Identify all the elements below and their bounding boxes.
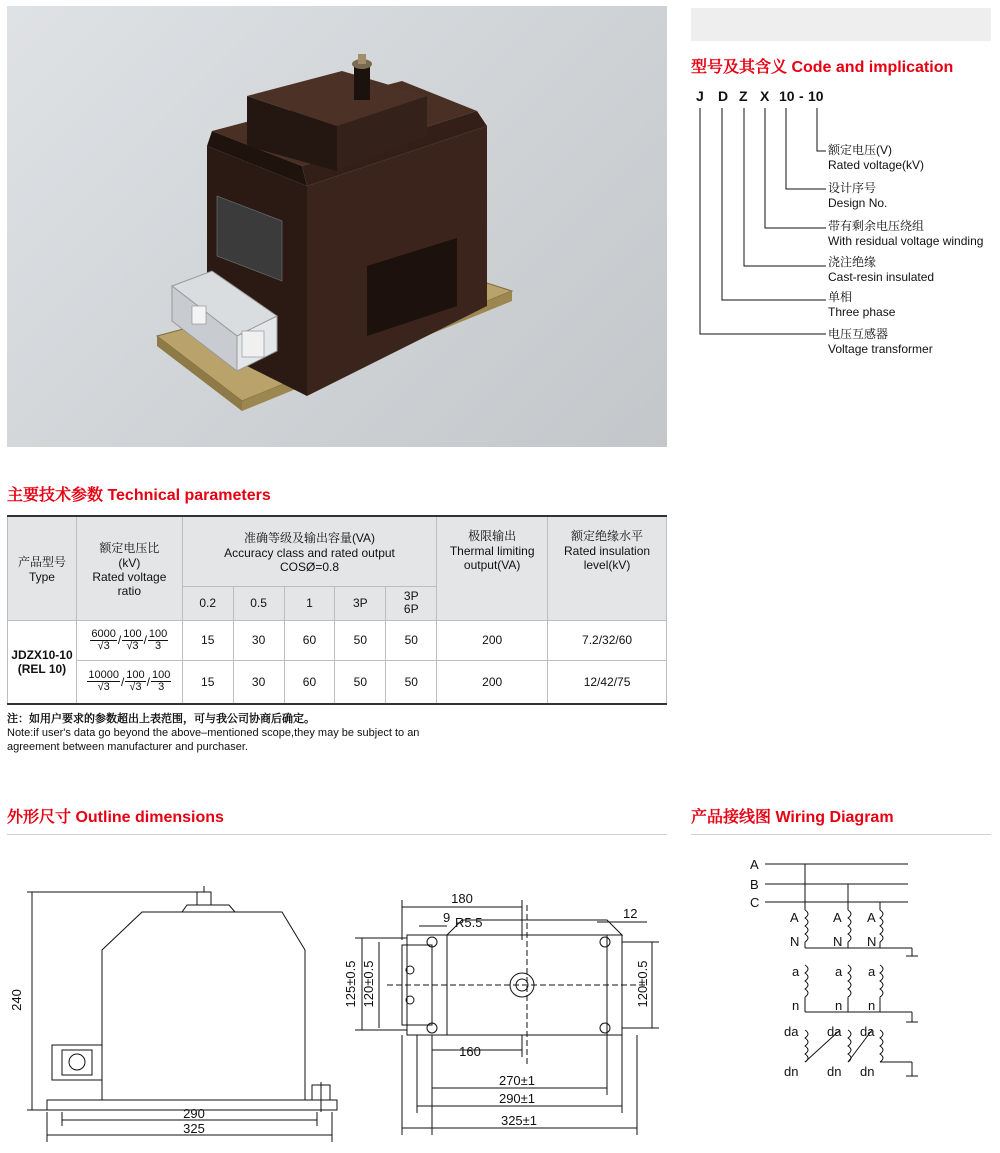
svg-text:dn: dn [827,1064,842,1079]
output-cell: 30 [233,660,284,704]
svg-text:n: n [792,998,800,1013]
code-letter-d: D [718,88,729,104]
bus-label-b: B [750,877,759,892]
code-letter-x: X [760,88,770,104]
code-number-10b: 10 [808,88,824,104]
svg-text:A: A [867,910,876,925]
code-item-voltage-transformer: 电压互感器 Voltage transformer [828,327,933,356]
class-3p-6p: 3P 6P [386,586,437,620]
svg-text:a: a [792,964,800,979]
output-cell: 50 [386,620,437,660]
front-body-outline [102,912,305,1100]
code-item-rated-voltage: 额定电压(V) Rated voltage(kV) [828,143,925,172]
dim-base-inner: 290 [183,1106,205,1121]
code-item-design-no: 设计序号 Design No. [828,181,888,210]
svg-text:dn: dn [784,1064,799,1079]
insulation-cell: 7.2/32/60 [548,620,667,660]
dim-radius: R5.5 [455,915,483,930]
dim-height: 240 [9,989,24,1011]
code-item-residual-winding: 带有剩余电压绕组 With residual voltage winding [828,219,984,248]
dim-290: 290±1 [498,1091,536,1106]
svg-text:N: N [790,934,800,949]
transformer-illustration [7,6,667,447]
code-item-phase: 单相 Three phase [828,290,896,319]
code-leader-lines [690,104,830,344]
dim-325: 325±1 [500,1113,538,1128]
svg-text:a: a [868,964,876,979]
header-insulation: 额定绝缘水平 Rated insulation level(kV) [548,516,667,620]
svg-text:dn: dn [860,1064,875,1079]
output-cell: 60 [284,620,335,660]
svg-text:da: da [784,1024,799,1039]
insulation-cell: 12/42/75 [548,660,667,704]
output-cell: 15 [182,620,233,660]
tech-section-title: 主要技术参数 Technical parameters [7,487,271,504]
svg-text:da: da [860,1024,875,1039]
bus-label-c: C [750,895,760,910]
header-type: 产品型号 Type [8,516,77,620]
output-cell: 50 [386,660,437,704]
code-dash: - [799,88,804,104]
header-gray-bar [691,8,991,41]
class-0-2: 0.2 [182,586,233,620]
dim-270: 270±1 [498,1073,536,1088]
ratio-cell-1: $\frac{6000}{√3}$ / $\frac{100}{√3}$ / $\frac{100}{3}$ [76,620,182,660]
dim-v1: 125±0.5 [343,960,358,1008]
header-accuracy: 准确等级及输出容量(VA) Accuracy class and rated output COSØ=0.8 [182,516,436,586]
code-letter-j: J [696,88,704,104]
wiring-divider [691,834,991,835]
dim-top-width: 180 [451,891,473,906]
note-text: 注：如用户要求的参数超出上表范围，可与我公司协商后确定。 Note:if user's data go beyond the above–mentioned scope,they may be subject to an agreement between manufacturer and purchaser. [7,713,420,753]
outline-drawing [7,850,667,1150]
class-1: 1 [284,586,335,620]
svg-text:A: A [790,910,799,925]
output-cell: 60 [284,660,335,704]
header-ratio: 额定电压比 (kV) Rated voltage ratio [76,516,182,620]
output-cell: 50 [335,620,386,660]
bus-label-a: A [750,857,759,872]
header-thermal: 极限输出 Thermal limiting output(VA) [437,516,548,620]
thermal-cell: 200 [437,620,548,660]
ratio-cell-2: $\frac{10000}{√3}$ / $\frac{100}{√3}$ / $\frac{100}{3}$ [76,660,182,704]
svg-text:a: a [835,964,843,979]
code-number-10: 10 [779,88,795,104]
code-item-cast-resin: 浇注绝缘 Cast-resin insulated [828,255,935,284]
outline-section-title: 外形尺寸 Outline dimensions [7,809,224,826]
product-photo [7,6,667,447]
dim-edge: 12 [623,906,638,921]
tech-parameters-table [7,515,667,705]
output-cell: 15 [182,660,233,704]
svg-text:N: N [833,934,843,949]
output-cell: 50 [335,660,386,704]
class-0-5: 0.5 [233,586,284,620]
svg-text:n: n [835,998,843,1013]
dim-v3: 120±0.5 [635,960,650,1008]
code-letter-z: Z [739,88,748,104]
svg-text:da: da [827,1024,842,1039]
dim-160: 160 [459,1044,481,1059]
dim-base-outer: 325 [183,1121,205,1136]
type-cell: JDZX10-10 (REL 10) [8,620,77,704]
dim-v2: 120±0.5 [361,960,376,1008]
svg-text:n: n [868,998,876,1013]
svg-text:A: A [833,910,842,925]
output-cell: 30 [233,620,284,660]
code-section-title: 型号及其含义 Code and implication [691,59,954,76]
wiring-diagram [740,850,940,1090]
dim-hole-offset: 9 [443,910,451,925]
thermal-cell: 200 [437,660,548,704]
class-3p: 3P [335,586,386,620]
wiring-section-title: 产品接线图 Wiring Diagram [691,809,894,826]
svg-text:N: N [867,934,877,949]
outline-divider [7,834,667,835]
